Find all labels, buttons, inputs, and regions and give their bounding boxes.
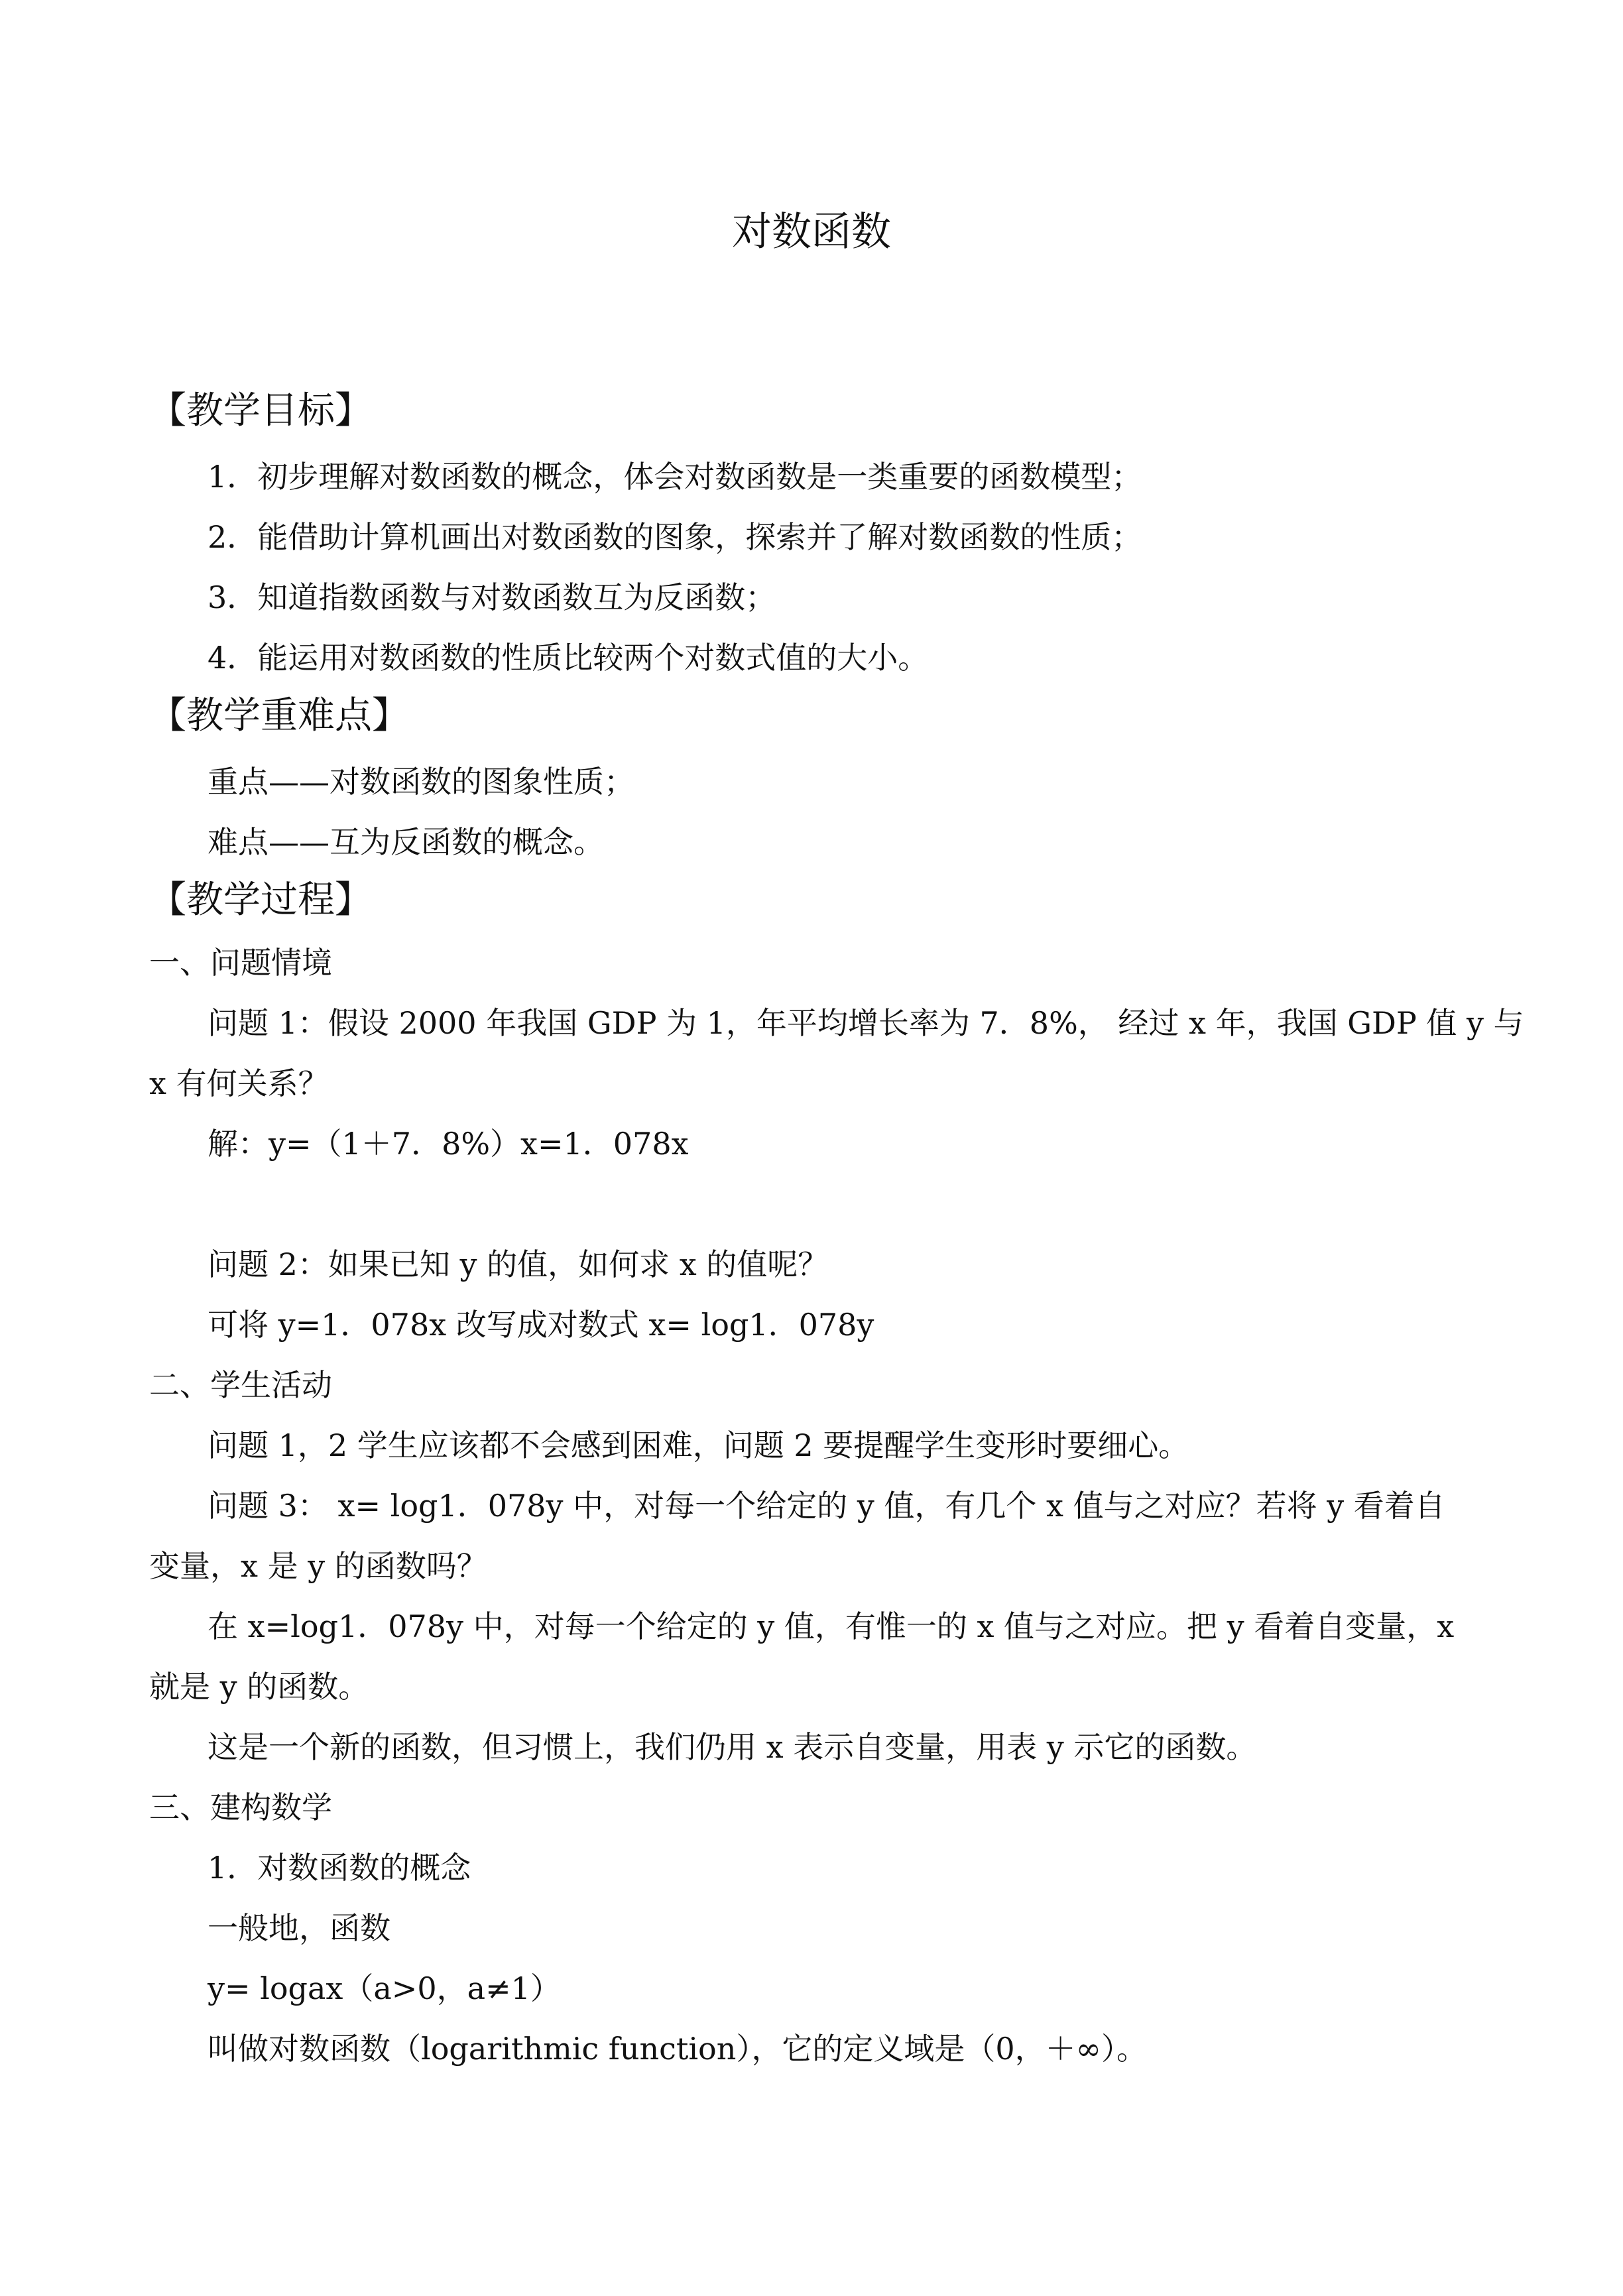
concept-line-3: 叫做对数函数（logarithmic function），它的定义域是（0，＋∞）。 [208, 2031, 1147, 2067]
part3-heading: 三、建构数学 [149, 1789, 332, 1825]
key-points-heading: 【教学重难点】 [149, 694, 409, 737]
page-title: 对数函数 [732, 209, 891, 255]
activity-paragraph-1: 问题 1，2 学生应该都不会感到困难，问题 2 要提醒学生变形时要细心。 [208, 1427, 1189, 1463]
question-2: 问题 2：如果已知 y 的值，如何求 x 的值呢？ [208, 1246, 829, 1282]
key-point-item-2: 难点——互为反函数的概念。 [208, 824, 604, 860]
answer-3-line-1: 在 x=log1．078y 中，对每一个给定的 y 值，有惟一的 x 值与之对应。把 y 看着自变量，x [208, 1608, 1455, 1644]
activity-paragraph-2: 这是一个新的函数，但习惯上，我们仍用 x 表示自变量，用表 y 示它的函数。 [208, 1729, 1257, 1765]
process-heading: 【教学过程】 [149, 878, 372, 922]
key-point-item-1: 重点——对数函数的图象性质； [208, 764, 634, 800]
question-1-line-1: 问题 1：假设 2000 年我国 GDP 为 1，年平均增长率为 7．8%， 经过 x 年，我国 GDP 值 y 与 [208, 1005, 1524, 1041]
answer-3-line-2: 就是 y 的函数。 [149, 1669, 369, 1705]
part2-heading: 二、学生活动 [149, 1367, 332, 1403]
objective-item-3: 3．知道指数函数与对数函数互为反函数； [208, 579, 776, 615]
answer-1: 解：y=（1＋7．8%）x=1．078x [208, 1126, 689, 1162]
objective-item-4: 4．能运用对数函数的性质比较两个对数式值的大小。 [208, 640, 929, 676]
concept-subheading: 1．对数函数的概念 [208, 1850, 471, 1886]
question-3-line-1: 问题 3： x= log1．078y 中，对每一个给定的 y 值，有几个 x 值与之对应？若将 y 看着自 [208, 1488, 1445, 1524]
answer-2: 可将 y=1．078x 改写成对数式 x= log1．078y [208, 1307, 874, 1343]
concept-line-1: 一般地，函数 [208, 1910, 391, 1946]
objective-item-2: 2．能借助计算机画出对数函数的图象，探索并了解对数函数的性质； [208, 519, 1142, 555]
concept-formula: y= logax（a>0，a≠1） [208, 1970, 561, 2006]
part1-heading: 一、问题情境 [149, 945, 332, 981]
objective-item-1: 1．初步理解对数函数的概念，体会对数函数是一类重要的函数模型； [208, 459, 1142, 495]
question-1-line-2: x 有何关系？ [149, 1065, 329, 1101]
objectives-heading: 【教学目标】 [149, 389, 372, 432]
question-3-line-2: 变量，x 是 y 的函数吗？ [149, 1548, 487, 1584]
